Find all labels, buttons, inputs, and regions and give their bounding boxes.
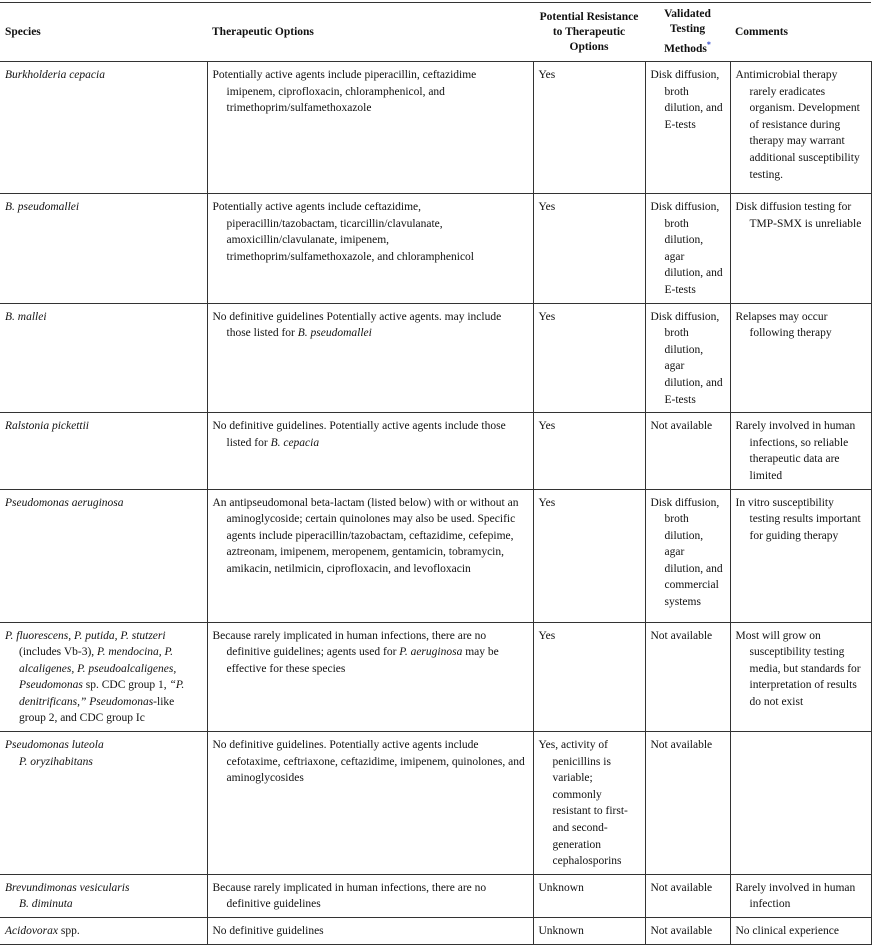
therapeutic-text: No definitive guidelines. Potentially active agents include cefotaxime, ceftriaxone, ceftazidime, imipenem, quinolones, and aminoglycosides — [212, 739, 525, 785]
species-text: -like group 2, and CDC group Ic — [19, 695, 175, 725]
table-row — [0, 62, 871, 194]
species-text: Ralstonia pickettii — [5, 420, 89, 433]
therapeutic-text: No definitive guidelines Potentially active agents. may include those listed for — [212, 310, 502, 340]
species-text: P. oryzihabitans — [19, 755, 93, 768]
species-text: sp. CDC group 1, — [82, 679, 170, 692]
therapeutic-cell — [207, 303, 533, 413]
resistance-cell: Yes — [533, 622, 645, 732]
therapeutic-cell — [207, 732, 533, 875]
methods-cell: Not available — [645, 732, 730, 875]
species-cell — [0, 413, 207, 489]
methods-cell: Not available — [645, 874, 730, 917]
therapeutic-text: No definitive guidelines. Potentially active agents include those listed for — [212, 420, 506, 449]
header-therapeutic: Therapeutic Options — [207, 3, 533, 62]
species-cell — [0, 918, 207, 945]
species-cell — [0, 303, 207, 413]
species-text: spp. — [58, 925, 80, 937]
species-text: P. mendocina, P. alcaligenes, P. pseudoalcaligenes, Pseudomonas — [19, 646, 177, 692]
table-row — [0, 732, 871, 875]
therapeutic-cell — [207, 62, 533, 194]
comments-cell: Disk diffusion testing for TMP-SMX is unreliable — [730, 194, 871, 304]
resistance-cell: Unknown — [533, 874, 645, 917]
table-body — [0, 62, 871, 945]
methods-cell: Disk diffusion, broth dilution, agar dilution, and E-tests — [645, 303, 730, 413]
comments-cell: Rarely involved in human infection — [730, 874, 871, 917]
therapeutic-text: No definitive guidelines — [212, 925, 324, 937]
header-methods — [645, 3, 730, 62]
resistance-cell: Yes — [533, 194, 645, 304]
comments-cell: No clinical experience — [730, 918, 871, 945]
therapeutic-text: Potentially active agents include ceftazidime, piperacillin/tazobactam, ticarcillin/clavulanate, amoxicillin/clavulanate, imipenem, trimethoprim/sulfamethoxazole, and chloramphenicol — [212, 201, 474, 263]
species-text: B. pseudomallei — [5, 201, 80, 213]
species-cell — [0, 489, 207, 622]
header-row — [0, 3, 871, 62]
therapeutic-text: Potentially active agents include piperacillin, ceftazidime imipenem, ciprofloxacin, chloramphenicol, and trimethoprim/sulfamethoxazole — [212, 69, 477, 115]
species-cell — [0, 874, 207, 917]
species-cell — [0, 732, 207, 875]
table-row — [0, 413, 871, 489]
therapeutic-text: P. aeruginosa — [399, 646, 463, 659]
methods-cell: Not available — [645, 918, 730, 945]
table-row — [0, 489, 871, 622]
species-cell — [0, 194, 207, 304]
resistance-cell: Yes — [533, 489, 645, 622]
therapeutic-cell — [207, 489, 533, 622]
species-text: Brevundimonas vesicularis — [5, 881, 130, 894]
table-row — [0, 918, 871, 945]
therapeutic-text: may be effective for these species — [226, 646, 499, 675]
table-row — [0, 874, 871, 917]
resistance-cell: Yes — [533, 303, 645, 413]
header-resistance: Potential Resistance to Therapeutic Options — [533, 3, 645, 62]
species-text: Acidovorax — [5, 925, 59, 937]
therapeutic-text: Because rarely implicated in human infections, there are no definitive guidelines; agents used for — [212, 629, 487, 659]
header-comments: Comments — [730, 3, 871, 62]
resistance-cell: Unknown — [533, 918, 645, 945]
therapeutic-text: B. cepacia — [270, 436, 320, 449]
species-text: “P. denitrificans,” Pseudomonas — [19, 679, 185, 708]
methods-cell: Disk diffusion, broth dilution, agar dilution, and E-tests — [645, 194, 730, 304]
therapeutic-cell — [207, 413, 533, 489]
methods-cell: Disk diffusion, broth dilution, and E-tests — [645, 62, 730, 194]
header-methods-label: Validated Testing Methods — [664, 8, 711, 55]
methods-cell: Not available — [645, 413, 730, 489]
methods-cell: Not available — [645, 622, 730, 732]
therapeutic-cell — [207, 194, 533, 304]
methods-cell: Disk diffusion, broth dilution, agar dilution, and commercial systems — [645, 489, 730, 622]
comments-cell: Antimicrobial therapy rarely eradicates organism. Development of resistance during therapy may warrant additional susceptibility testing. — [730, 62, 871, 194]
therapeutic-cell — [207, 874, 533, 917]
therapeutic-text: Because rarely implicated in human infections, there are no definitive guidelines — [212, 881, 487, 911]
species-text: Burkholderia cepacia — [5, 69, 105, 81]
comments-cell: In vitro susceptibility testing results important for guiding therapy — [730, 489, 871, 622]
species-text: P. fluorescens, P. putida, P. stutzeri — [5, 629, 166, 642]
resistance-cell: Yes, activity of penicillins is variable; commonly resistant to first- and second-generation cephalosporins — [533, 732, 645, 875]
therapeutic-text: An antipseudomonal beta-lactam (listed below) with or without an aminoglycoside; certain quinolones may also be used. Specific agents include piperacillin/tazobactam, ceftazidime, cefepime, aztreonam, imipenem, meropenem, gentamicin, tobramycin, amikacin, netilmicin, ciprofloxacin, and levofloxacin — [212, 496, 519, 575]
species-text: Pseudomonas aeruginosa — [5, 496, 124, 509]
species-text: Pseudomonas luteola — [5, 739, 104, 752]
species-text: B. diminuta — [19, 898, 73, 911]
comments-cell: Rarely involved in human infections, so reliable therapeutic data are limited — [730, 413, 871, 489]
comments-cell — [730, 732, 871, 875]
species-text: B. mallei — [5, 310, 47, 323]
comments-cell: Most will grow on susceptibility testing media, but standards for interpretation of results do not exist — [730, 622, 871, 732]
therapeutic-cell — [207, 918, 533, 945]
susceptibility-table — [0, 2, 872, 945]
therapeutic-text: B. pseudomallei — [297, 327, 372, 340]
resistance-cell: Yes — [533, 62, 645, 194]
table-row — [0, 303, 871, 413]
species-text: (includes Vb-3), — [19, 646, 98, 659]
table-row — [0, 622, 871, 732]
table-row — [0, 194, 871, 304]
header-species: Species — [0, 3, 207, 62]
footnote-link[interactable]: * — [706, 40, 711, 50]
resistance-cell: Yes — [533, 413, 645, 489]
species-cell — [0, 622, 207, 732]
species-cell — [0, 62, 207, 194]
therapeutic-cell — [207, 622, 533, 732]
comments-cell: Relapses may occur following therapy — [730, 303, 871, 413]
